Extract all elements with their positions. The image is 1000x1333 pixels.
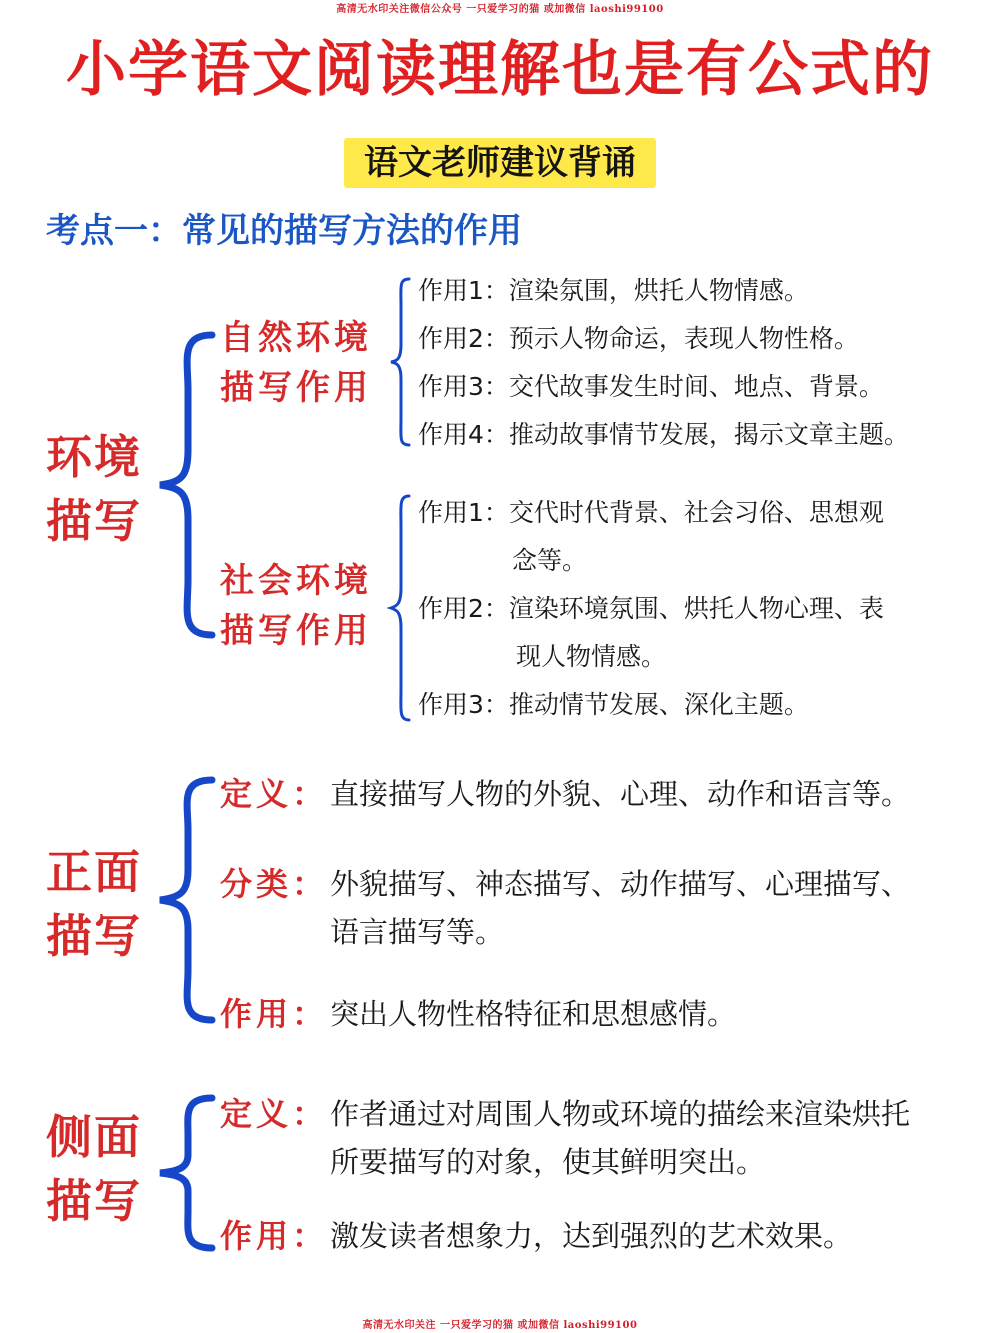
side-definition-line1: 作者通过对周围人物或环境的描绘来渲染烘托	[330, 1097, 911, 1131]
natural-env-item-4: 作用4：推动故事情节发展，揭示文章主题。	[418, 420, 909, 449]
side-label	[46, 1105, 156, 1233]
env-main-brace	[150, 330, 220, 640]
natural-env-brace	[385, 275, 415, 450]
social-env-label	[220, 556, 390, 656]
side-label-line2: 描写	[46, 1174, 142, 1228]
social-env-item-1: 作用1：交代时代背景、社会习俗、思想观	[418, 498, 884, 527]
top-watermark: 高清无水印关注微信公众号 一只爱学习的猫 或加微信 laoshi99100	[336, 4, 664, 15]
natural-env-item-3: 作用3：交代故事发生时间、地点、背景。	[418, 372, 884, 401]
side-effect-text: 激发读者想象力，达到强烈的艺术效果。	[330, 1219, 853, 1253]
front-effect-text: 突出人物性格特征和思想感情。	[330, 997, 737, 1031]
social-env-item-2: 作用2：渲染环境氛围、烘托人物心理、表	[418, 594, 884, 623]
side-definition-key: 定义：	[220, 1095, 329, 1133]
side-effect-key: 作用：	[220, 1217, 329, 1255]
front-definition-key: 定义：	[220, 775, 329, 813]
front-label	[46, 840, 156, 968]
social-env-item-1-cont: 念等。	[512, 546, 588, 575]
front-category-line1: 外貌描写、神态描写、动作描写、心理描写、	[330, 867, 911, 901]
page-title: 小学语文阅读理解也是有公式的	[66, 35, 934, 105]
front-brace	[150, 775, 220, 1025]
env-label-line1: 环境	[46, 430, 142, 484]
section-heading: 考点一：常见的描写方法的作用	[46, 211, 522, 251]
subtitle-highlight: 语文老师建议背诵	[344, 138, 656, 188]
social-env-item-2-cont: 现人物情感。	[516, 642, 667, 671]
social-env-item-3: 作用3：推动情节发展、深化主题。	[418, 690, 809, 719]
social-env-brace	[385, 492, 415, 724]
side-label-line1: 侧面	[46, 1110, 142, 1164]
front-label-line2: 描写	[46, 909, 142, 963]
natural-env-item-2: 作用2：预示人物命运，表现人物性格。	[418, 324, 859, 353]
front-label-line1: 正面	[46, 845, 142, 899]
bottom-watermark: 高清无水印关注 一只爱学习的猫 或加微信 laoshi99100	[362, 1320, 638, 1331]
natural-env-label	[220, 313, 390, 413]
front-category-key: 分类：	[220, 865, 329, 903]
front-definition-text: 直接描写人物的外貌、心理、动作和语言等。	[330, 777, 911, 811]
natural-env-item-1: 作用1：渲染氛围，烘托人物情感。	[418, 276, 809, 305]
front-effect-key: 作用：	[220, 995, 329, 1033]
env-label-line2: 描写	[46, 494, 142, 548]
env-label	[46, 425, 156, 553]
natural-env-label-line1: 自然环境	[220, 318, 372, 358]
natural-env-label-line2: 描写作用	[220, 368, 372, 408]
social-env-label-line1: 社会环境	[220, 561, 372, 601]
side-definition-line2: 所要描写的对象，使其鲜明突出。	[330, 1145, 766, 1179]
subtitle-wrap	[0, 138, 1000, 188]
front-category-line2: 语言描写等。	[330, 915, 505, 949]
side-brace	[150, 1093, 220, 1253]
social-env-label-line2: 描写作用	[220, 611, 372, 651]
